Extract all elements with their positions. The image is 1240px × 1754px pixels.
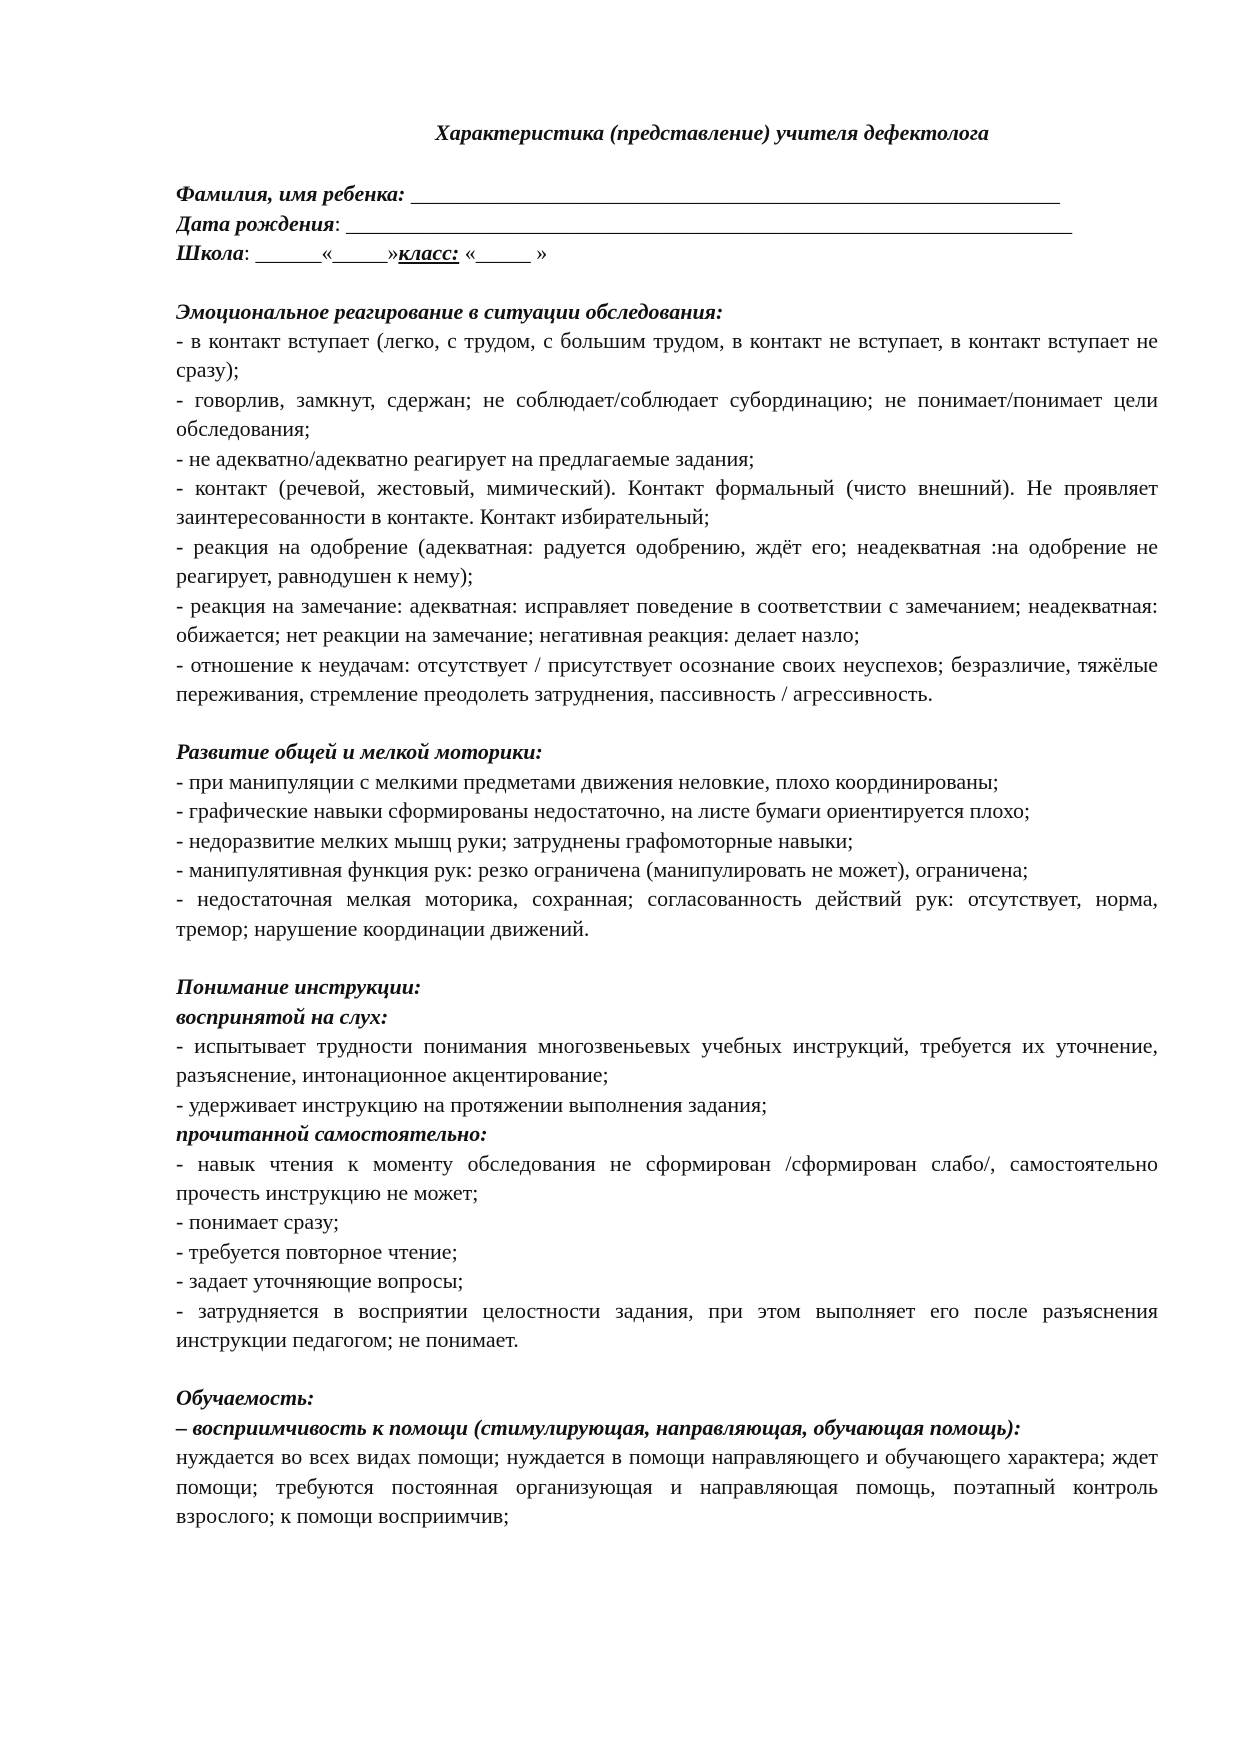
document-title: Характеристика (представление) учителя дефектолога: [435, 120, 989, 145]
instruction-subheading-hearing: воспринятой на слух:: [176, 1003, 389, 1029]
instruction-item: - испытывает трудности понимания многозвеньевых учебных инструкций, требуется их уточнение, разъяснение, интонационное акцентирование;: [176, 1032, 1158, 1088]
emotional-item: - реакция на одобрение (адекватная: радуется одобрению, ждёт его; неадекватная :на одобрение не реагирует, равнодушен к нему);: [176, 533, 1158, 589]
spacer: [176, 708, 1158, 737]
birth-date-field: [176, 209, 1158, 238]
emotional-item: - отношение к неудачам: отсутствует / присутствует осознание своих неуспехов; безразличие, тяжёлые переживания, стремление преодолеть затруднения, пассивность / агрессивность.: [176, 651, 1158, 706]
instruction-item: - требуется повторное чтение;: [176, 1238, 458, 1264]
motor-item: - недостаточная мелкая моторика, сохранная; согласованность действий рук: отсутствует, норма, тремор; нарушение координации движений.: [176, 886, 1158, 941]
spacer: [176, 268, 1158, 297]
learnability-text: нуждается во всех видах помощи; нуждается в помощи направляющего и обучающего характера; ждет помощи; требуются постоянная организующая и направляющая помощь, поэтапный контроль взрослого; к помощи восприимчив;: [176, 1444, 1158, 1529]
class-blank: «_____ »: [459, 240, 548, 266]
instruction-subheading-reading: прочитанной самостоятельно:: [176, 1121, 488, 1147]
emotional-item: - реакция на замечание: адекватная: исправляет поведение в соответствии с замечанием; неадекватная: обижается; нет реакции на замечание; негативная реакция: делает назло;: [176, 592, 1158, 648]
learnability-subheading: – восприимчивость к помощи (стимулирующая, направляющая, обучающая помощь):: [176, 1414, 1022, 1440]
spacer: [176, 943, 1158, 972]
instruction-item: - затрудняется в восприятии целостности задания, при этом выполняет его после разъяснения инструкции педагогом; не понимает.: [176, 1297, 1158, 1353]
instruction-item: - навык чтения к моменту обследования не сформирован /сформирован слабо/, самостоятельно прочесть инструкцию не может;: [176, 1150, 1158, 1205]
school-label: Школа: [176, 240, 244, 266]
child-name-blank: ___________________________________________________________: [405, 181, 1060, 207]
motor-item: - графические навыки сформированы недостаточно, на листе бумаги ориентируется плохо;: [176, 798, 1031, 824]
birth-date-blank: __________________________________________________________________: [340, 210, 1073, 236]
emotional-item: - контакт (речевой, жестовый, мимический). Контакт формальный (чисто внешний). Не проявляет заинтересованности в контакте. Контакт избирательный;: [176, 475, 1158, 530]
motor-item: - недоразвитие мелких мышц руки; затруднены графомоторные навыки;: [176, 827, 854, 853]
motor-section-heading: Развитие общей и мелкой моторики:: [176, 739, 543, 765]
learnability-section-heading: Обучаемость:: [176, 1385, 315, 1411]
birth-date-colon: :: [334, 210, 341, 236]
school-field: [176, 238, 1158, 267]
instruction-section-heading: Понимание инструкции:: [176, 974, 422, 1000]
emotional-section-heading: Эмоциональное реагирование в ситуации обследования:: [176, 298, 724, 324]
birth-date-label: Дата рождения: [176, 210, 335, 236]
emotional-item: - не адекватно/адекватно реагирует на предлагаемые задания;: [176, 445, 755, 471]
school-colon: :: [243, 240, 250, 266]
spacer: [176, 1354, 1158, 1383]
motor-item: - манипулятивная функция рук: резко ограничена (манипулировать не может), ограничена;: [176, 856, 1029, 882]
child-name-field: [176, 179, 1158, 208]
emotional-item: - в контакт вступает (легко, с трудом, с большим трудом, в контакт не вступает, в контакт вступает не сразу);: [176, 328, 1158, 383]
class-label: класс:: [398, 240, 460, 266]
school-blank: ______«_____»: [255, 240, 399, 266]
motor-item: - при манипуляции с мелкими предметами движения неловкие, плохо координированы;: [176, 768, 999, 794]
document-page: [176, 118, 1158, 1530]
instruction-item: - удерживает инструкцию на протяжении выполнения задания;: [176, 1091, 768, 1117]
emotional-item: - говорлив, замкнут, сдержан; не соблюдает/соблюдает субординацию; не понимает/понимает цели обследования;: [176, 386, 1158, 442]
child-name-label: Фамилия, имя ребенка:: [176, 181, 406, 207]
instruction-item: - задает уточняющие вопросы;: [176, 1268, 464, 1294]
instruction-item: - понимает сразу;: [176, 1209, 340, 1235]
